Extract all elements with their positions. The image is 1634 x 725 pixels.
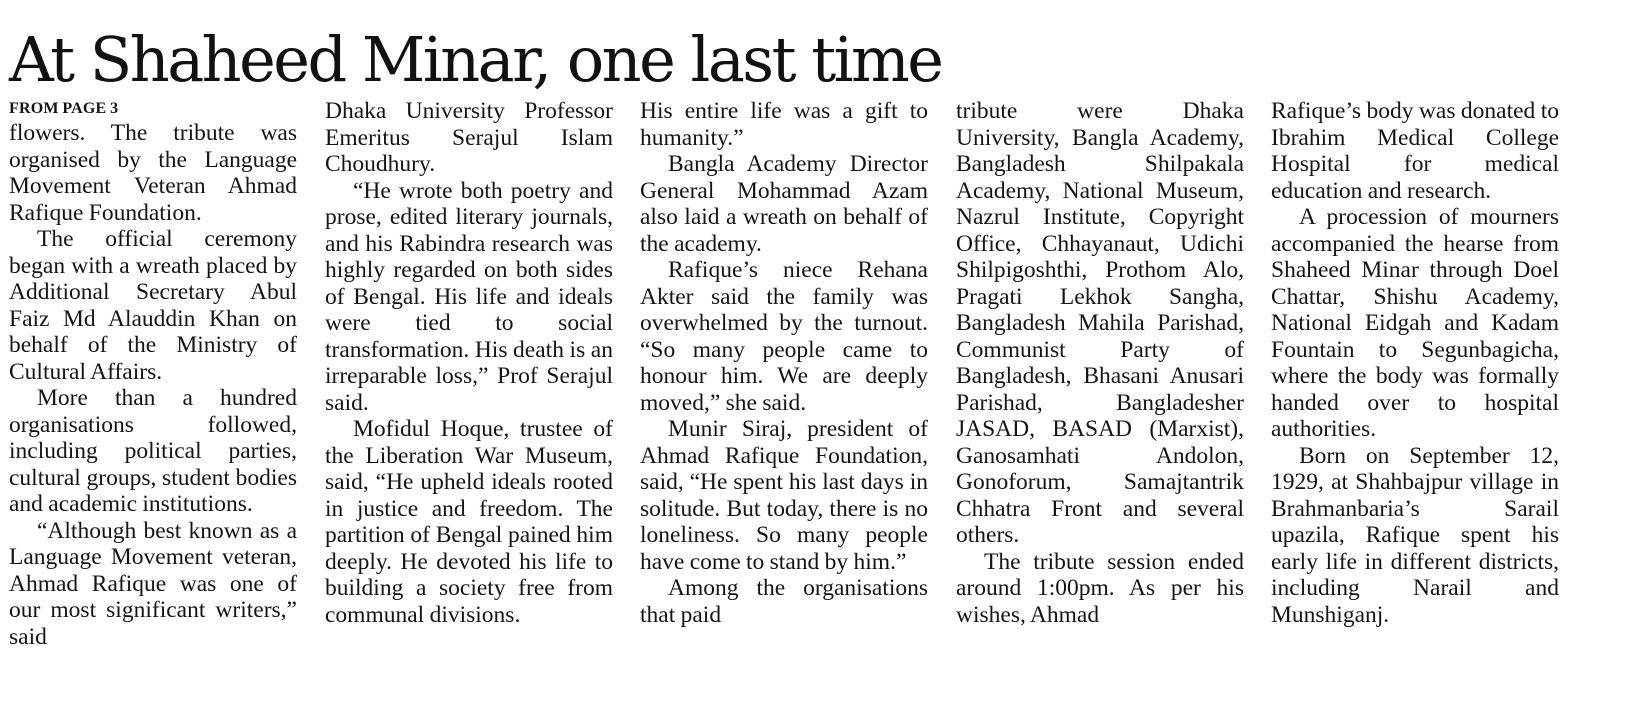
paragraph: Mofidul Hoque, trustee of the Liberation War Museum, said, “He upheld ideals rooted in justice and freedom. The partition of Bengal pained him deeply. He devoted his life to building a society free from communal divisions. — [325, 416, 613, 628]
paragraph: flowers. The tribute was organised by the Language Movement Veteran Ahmad Rafique Foundation. — [9, 120, 297, 226]
paragraph: “Although best known as a Language Movement veteran, Ahmad Rafique was one of our most significant writers,” said — [9, 517, 297, 650]
paragraph: “He wrote both poetry and prose, edited literary journals, and his Rabindra research was highly regarded on both sides of Bengal. His life and ideals were tied to social transformation. His death is an irreparable loss,” Prof Serajul said. — [325, 177, 613, 416]
paragraph: His entire life was a gift to humanity.” — [640, 98, 928, 151]
headline: At Shaheed Minar, one last time — [9, 23, 942, 96]
paragraph: Born on September 12, 1929, at Shahbajpur village in Brahmanbaria’s Sarail upazila, Rafique spent his early life in different districts, including Narail and Munshiganj. — [1271, 442, 1559, 628]
paragraph: Bangla Academy Director General Mohammad Azam also laid a wreath on behalf of the academy. — [640, 151, 928, 257]
column-2 — [325, 98, 613, 720]
column-4 — [956, 98, 1244, 720]
column-3 — [640, 98, 928, 720]
paragraph: Munir Siraj, president of Ahmad Rafique Foundation, said, “He spent his last days in solitude. But today, there is no loneliness. So many people have come to stand by him.” — [640, 416, 928, 575]
kicker-from-page: FROM PAGE 3 — [9, 100, 119, 117]
paragraph: The tribute session ended around 1:00pm. As per his wishes, Ahmad — [956, 548, 1244, 628]
paragraph: Dhaka University Professor Emeritus Serajul Islam Choudhury. — [325, 98, 613, 177]
column-5 — [1271, 98, 1559, 720]
paragraph: More than a hundred organisations followed, including political parties, cultural groups, student bodies and academic institutions. — [9, 385, 297, 517]
paragraph: Among the organisations that paid — [640, 575, 928, 628]
column-1 — [9, 98, 297, 720]
paragraph: Rafique’s body was donated to Ibrahim Medical College Hospital for medical education and research. — [1271, 98, 1559, 204]
paragraph: Rafique’s niece Rehana Akter said the family was overwhelmed by the turnout. “So many people came to honour him. We are deeply moved,” she said. — [640, 257, 928, 416]
paragraph: The official ceremony began with a wreath placed by Additional Secretary Abul Faiz Md Alauddin Khan on behalf of the Ministry of Cultural Affairs. — [9, 226, 297, 385]
paragraph: A procession of mourners accompanied the hearse from Shaheed Minar through Doel Chattar, Shishu Academy, National Eidgah and Kadam Fountain to Segunbagicha, where the body was formally handed over to hospital authorities. — [1271, 204, 1559, 442]
paragraph: tribute were Dhaka University, Bangla Academy, Bangladesh Shilpakala Academy, National Museum, Nazrul Institute, Copyright Office, Chhayanaut, Udichi Shilpigoshthi, Prothom Alo, Pragati Lekhok Sangha, Bangladesh Mahila Parishad, Communist Party of Bangladesh, Bhasani Anusari Parishad, Bangladesher JASAD, BASAD (Marxist), Ganosamhati Andolon, Gonoforum, Samajtantrik Chhatra Front and several others. — [956, 98, 1244, 548]
